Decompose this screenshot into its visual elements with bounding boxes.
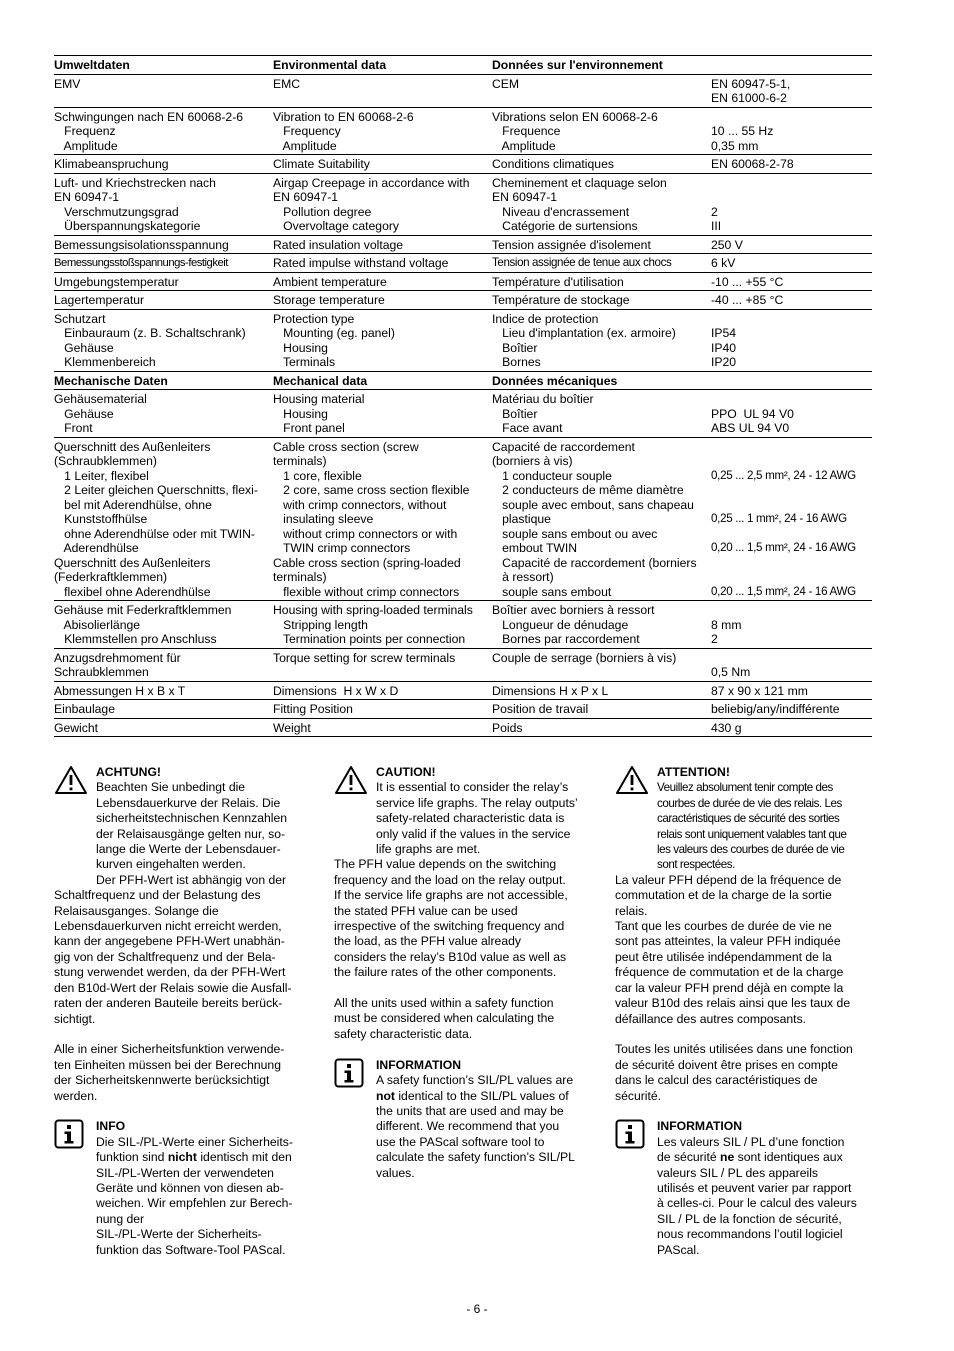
section-german: Mechanische Daten <box>54 373 168 388</box>
cell-french: CEM <box>492 76 520 91</box>
info-line-2-post: identisch mit den <box>196 1150 292 1165</box>
table-row <box>54 236 872 255</box>
cell-english: Dimensions H x W x D <box>273 683 399 698</box>
cell-french: Cheminement et claquage selon EN 60947-1 Niveau d'encrassement Catégorie de surtensions <box>492 175 667 233</box>
info-rest: SIL-/PL-Werten der verwendeten Geräte und können von diesen ab- weichen. Wir empfehlen zur Berech- nung der SIL-/PL-Werte der Sicherheits- funktion das Software-Tool PAScal. <box>96 1165 293 1257</box>
info-rest: the units that are used and may be different. We recommend that you use the PAScal software tool to calculate the safety function’s SIL/PL values. <box>376 1103 575 1180</box>
warning-text: Beachten Sie unbedingt die Lebensdauerkurve der Relais. Die sicherheitstechnischen Kennzahlen der Relaisausgänge gelten nur, so- lange die Werte der Lebensdauer- kurven eingehalten werden. <box>96 780 288 872</box>
warning-icon <box>334 765 368 799</box>
cell-english: Protection type Mounting (eg. panel) Housing Terminals <box>273 311 395 369</box>
cell-english: Weight <box>273 720 311 735</box>
info-line-1: A safety function’s SIL/PL values are <box>376 1073 574 1088</box>
info-icon <box>334 1058 364 1092</box>
cell-german: Luft- und Kriechstrecken nach EN 60947-1 Verschmutzungsgrad Überspannungskategorie <box>54 175 216 233</box>
info-title: INFO <box>96 1119 126 1134</box>
header-english: Environmental data <box>273 58 387 72</box>
info-title: INFORMATION <box>376 1057 462 1072</box>
info-block <box>615 1119 873 1258</box>
table-row <box>54 155 872 174</box>
cell-french: Capacité de raccordement (borniers à vis) 1 conducteur souple 2 conducteurs de même diamètre souple avec embout, sans chapeau plastique souple sans embout ou avec embout TWIN Capacité de raccordement (borniers à ressort) souple sans embout <box>492 439 697 599</box>
info-line-2-pre: de sécurité <box>657 1150 721 1165</box>
table-row <box>54 254 872 273</box>
cell-german: Anzugsdrehmoment für Schraubklemmen <box>54 650 181 679</box>
warning-text-2: Der PFH-Wert ist abhängig von der <box>96 872 287 887</box>
section-english: Mechanical data <box>273 373 368 388</box>
warning-icon <box>54 765 88 799</box>
table-row <box>54 438 872 602</box>
cell-german: Schwingungen nach EN 60068-2-6 Frequenz Amplitude <box>54 109 244 153</box>
info-rest: valeurs SIL / PL des appareils utilisés et peuvent varier par rapport à celles-ci. Pour le calcul des valeurs SIL / PL de la fonction de sécurité, nous recommandons l’outil logiciel PAScal. <box>657 1165 857 1257</box>
cell-value: 87 x 90 x 121 mm <box>711 683 808 698</box>
table-row <box>54 291 872 310</box>
cell-english: Torque setting for screw terminals <box>273 650 456 665</box>
cell-german: Abmessungen H x B x T <box>54 683 186 698</box>
header-value <box>711 58 872 73</box>
table-row <box>54 719 872 738</box>
cell-value: 430 g <box>711 720 742 735</box>
table-header-row <box>54 56 872 75</box>
cell-value: 8 mm 2 <box>711 617 742 646</box>
cell-value: -10 ... +55 °C <box>711 274 784 289</box>
info-line-2-pre: funktion sind <box>96 1150 168 1165</box>
cell-french: Tension assignée d'isolement <box>492 237 651 252</box>
cell-english: Ambient temperature <box>273 274 387 289</box>
cell-english: Housing material Housing Front panel <box>273 392 365 435</box>
cell-value: 250 V <box>711 237 743 252</box>
table-row <box>54 273 872 292</box>
section-value <box>711 374 872 389</box>
section-header-row <box>54 372 872 391</box>
cell-french: Position de travail <box>492 702 589 716</box>
cell-french: Température d'utilisation <box>492 274 624 289</box>
cell-german: Lagertemperatur <box>54 293 145 307</box>
pfh-text: Schaltfrequenz und der Belastung des Relaisausganges. Solange die Lebensdauerkurven nicht erreicht werden, kann der angegebene PFH-Wert unabhän- gig von der Schaltfrequenz und der Bela- stung verwendet werden, da der PFH-Wert den B10d-Wert der Relais sowie die Ausfall- raten der anderen Bauteile bereits berück- sichtigt. <box>54 888 292 1026</box>
cell-french: Conditions climatiques <box>492 157 614 171</box>
table-row <box>54 700 872 719</box>
warning-text: It is essential to consider the relay’s service life graphs. The relay outputs’ safety-related characteristic data is only valid if the values in the service life graphs are met. <box>376 780 578 857</box>
info-icon <box>615 1119 645 1153</box>
cell-value: beliebig/any/indifférente <box>711 702 840 716</box>
warning-title: CAUTION! <box>376 765 436 779</box>
cell-german: Gehäusematerial Gehäuse Front <box>54 392 147 435</box>
info-line-1: Die SIL-/PL-Werte einer Sicherheits- <box>96 1134 293 1149</box>
cell-english: Housing with spring-loaded terminals Stripping length Termination points per connection <box>273 603 473 646</box>
cell-german: Schutzart Einbauraum (z. B. Schaltschrank) Gehäuse Klemmenbereich <box>54 311 246 369</box>
cell-english: Storage temperature <box>273 293 385 307</box>
table-row <box>54 108 872 156</box>
french-notes-column <box>615 765 873 1258</box>
cell-french: Vibrations selon EN 60068-2-6 Frequence Amplitude <box>492 109 658 153</box>
info-line-2-post: identical to the SIL/PL values of <box>394 1088 569 1103</box>
cell-english: Airgap Creepage in accordance with EN 60947-1 Pollution degree Overvoltage category <box>273 175 470 233</box>
warning-title: ACHTUNG! <box>96 765 161 779</box>
cell-german: Klimabeanspruchung <box>54 157 169 171</box>
cell-german: EMV <box>54 76 81 91</box>
cell-value: IP54 IP40 IP20 <box>711 326 737 369</box>
info-title: INFORMATION <box>657 1119 743 1134</box>
cell-english: Cable cross section (screw terminals) 1 core, flexible 2 core, same cross section flexible with crimp connectors, without insulating sleeve without crimp connectors or with TWIN crimp connectors Cable cross section (spring-loaded terminals) flexible without crimp connectors <box>273 439 470 599</box>
table-row <box>54 682 872 701</box>
info-bold: nicht <box>167 1150 197 1165</box>
table-row <box>54 390 872 438</box>
german-notes-column <box>54 765 312 1258</box>
info-bold: ne <box>720 1150 735 1165</box>
warning-block <box>54 765 312 888</box>
cell-french: Indice de protection Lieu d'implantation (ex. armoire) Boîtier Bornes <box>492 311 676 369</box>
units-text: Alle in einer Sicherheitsfunktion verwende- ten Einheiten müssen bei der Berechnung der Sicherheitskennwerte berücksichtigt werden. <box>54 1042 285 1103</box>
cell-french: Boîtier avec borniers à ressort Longueur de dénudage Bornes par raccordement <box>492 603 655 646</box>
pfh-text: La valeur PFH dépend de la fréquence de commutation et de la charge de la sortie relais. Tant que les courbes de durée de vie ne sont pas atteintes, la valeur PFH indiquée peut être utilisée indépendamment de la fréquence de commutation et de la charge car la valeur PFH prend déjà en compte la valeur B10d des relais ainsi que les taux de défaillance des autres composants. <box>615 872 851 1026</box>
pfh-text: The PFH value depends on the switching frequency and the load on the relay output. If the service life graphs are not accessible, the stated PFH value can be used irrespective of the switching frequency and the load, as the PFH value already considers the relay’s B10d value as well as the failure rates of the other components. <box>334 857 568 980</box>
cell-german: Umgebungstemperatur <box>54 274 179 289</box>
section-french: Données mécaniques <box>492 373 618 388</box>
cell-german: Einbaulage <box>54 702 115 716</box>
units-text: Toutes les unités utilisées dans une fonction de sécurité doivent être prises en compte dans le calcul des caractéristiques de sécurité. <box>615 1042 853 1103</box>
cell-english: EMC <box>273 76 301 91</box>
cell-value: EN 60068-2-78 <box>711 157 794 171</box>
cell-value: EN 60947-5-1, EN 61000-6-2 <box>711 76 791 105</box>
cell-german: Gehäuse mit Federkraftklemmen Abisolierlänge Klemmstellen pro Anschluss <box>54 603 232 646</box>
cell-french: Poids <box>492 720 523 735</box>
cell-french: Température de stockage <box>492 293 630 307</box>
cell-english: Climate Suitability <box>273 157 370 171</box>
table-row <box>54 310 872 372</box>
table-row <box>54 174 872 236</box>
warning-icon <box>615 765 649 799</box>
cell-french: Tension assignée de tenue aux chocs <box>492 256 672 269</box>
warning-block <box>334 765 592 857</box>
cell-french: Matériau du boîtier Boîtier Face avant <box>492 392 594 435</box>
cell-value: 0,25 ... 2,5 mm², 24 - 12 AWG 0,25 ... 1 mm², 24 - 16 AWG 0,20 ... 1,5 mm², 24 - 16 AWG 0,20 ... 1,5 mm², 24 - 16 AWG <box>711 468 856 598</box>
cell-english: Vibration to EN 60068-2-6 Frequency Amplitude <box>273 109 414 153</box>
cell-english: Rated insulation voltage <box>273 237 404 252</box>
header-german: Umweltdaten <box>54 58 130 72</box>
info-icon <box>54 1119 84 1153</box>
english-notes-column <box>334 765 592 1181</box>
environmental-data-table <box>54 55 872 737</box>
cell-german: Bemessungsisolationsspannung <box>54 237 229 252</box>
cell-french: Couple de serrage (borniers à vis) <box>492 650 677 665</box>
cell-english: Fitting Position <box>273 702 353 716</box>
header-french: Données sur l'environnement <box>492 58 663 72</box>
cell-value: 0,5 Nm <box>711 665 751 679</box>
warning-text: Veuillez absolument tenir compte des courbes de durée de vie des relais. Les caractéristiques de sécurité des sorties relais sont uniquement valables tant que les valeurs des courbes de durée de vie sont respectées. <box>657 781 847 872</box>
cell-german: Bemessungsstoßspannungs-festigkeit <box>54 257 228 269</box>
cell-german: Querschnitt des Außenleiters (Schraubklemmen) 1 Leiter, flexibel 2 Leiter gleichen Querschnitts, flexi- bel mit Aderendhülse, ohne Kunststoffhülse ohne Aderendhülse oder mit TWIN- Aderendhülse Querschnitt des Außenleiters (Federkraftklemmen) flexibel ohne Aderendhülse <box>54 439 258 599</box>
info-line-1: Les valeurs SIL / PL d’une fonction <box>657 1134 845 1149</box>
cell-value: -40 ... +85 °C <box>711 293 784 307</box>
warning-block <box>615 765 873 873</box>
info-bold: not <box>376 1088 395 1103</box>
cell-german: Gewicht <box>54 720 99 735</box>
cell-value: 6 kV <box>711 256 736 270</box>
units-text: All the units used within a safety function must be considered when calculating the safety characteristic data. <box>334 996 555 1041</box>
page-number: - 6 - <box>466 1302 488 1316</box>
info-block <box>334 1058 592 1181</box>
table-row <box>54 75 872 108</box>
warning-title: ATTENTION! <box>657 765 730 779</box>
info-line-2-post: sont identiques aux <box>734 1150 843 1165</box>
cell-value: PPO UL 94 V0 ABS UL 94 V0 <box>711 406 794 435</box>
cell-english: Rated impulse withstand voltage <box>273 256 449 270</box>
cell-french: Dimensions H x P x L <box>492 683 609 698</box>
info-block <box>54 1119 312 1258</box>
cell-value: 2 III <box>711 204 722 233</box>
table-row <box>54 649 872 682</box>
table-row <box>54 601 872 649</box>
cell-value: 10 ... 55 Hz 0,35 mm <box>711 124 774 153</box>
